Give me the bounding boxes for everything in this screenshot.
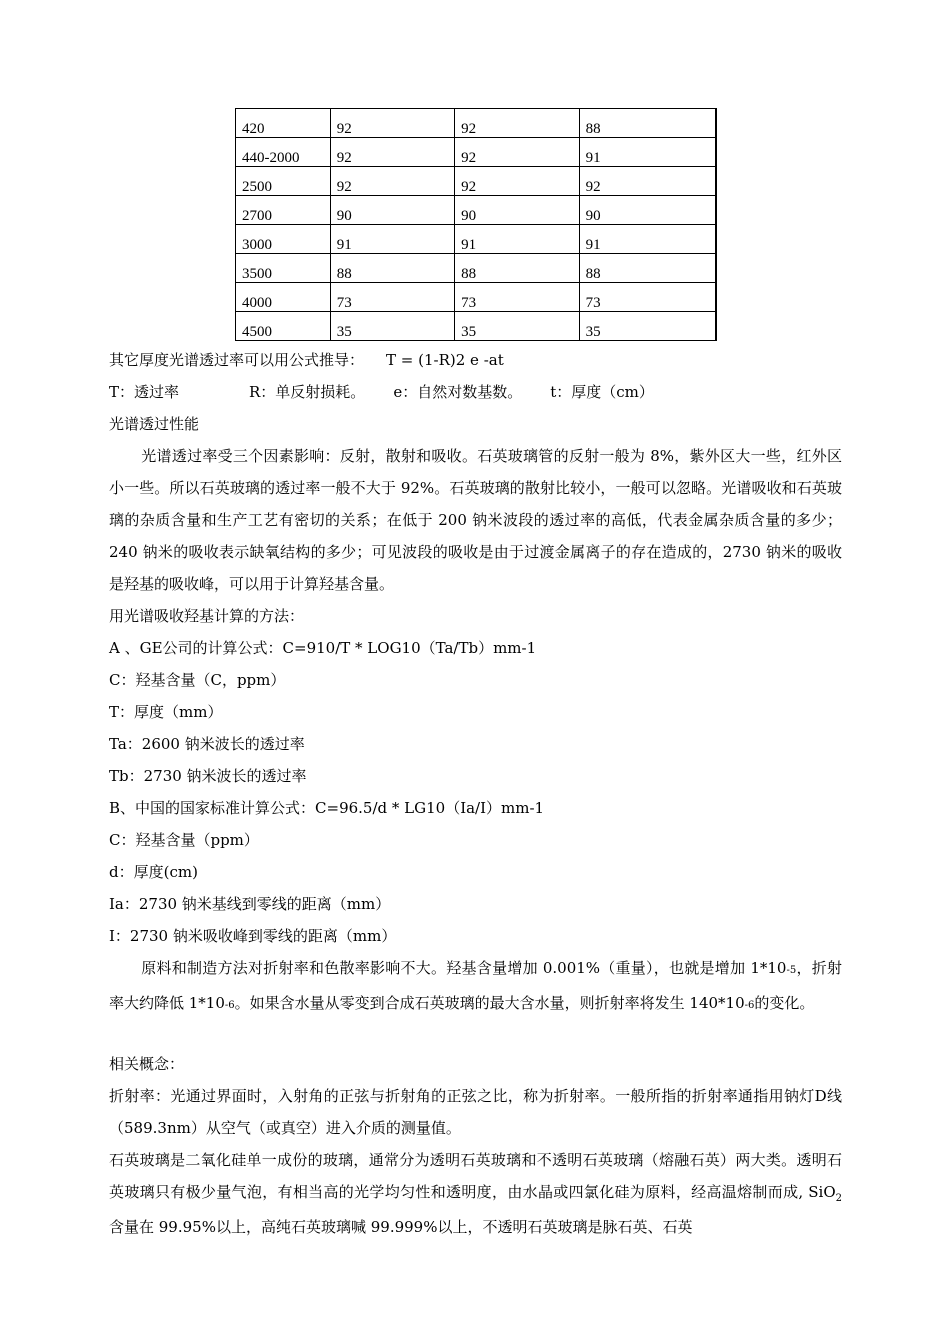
table-row <box>236 109 717 138</box>
table-cell: 4000 <box>236 283 331 312</box>
line-ia: Ia：2730 钠米基线到零线的距离（mm） <box>109 895 391 913</box>
line-gb-formula: B、中国的国家标准计算公式：C=96.5/d * LG10（Ia/I）mm-1 <box>109 799 545 817</box>
table-cell: 35 <box>579 312 716 341</box>
table-cell: 88 <box>579 254 716 283</box>
line-ge-formula: A 、GE公司的计算公式：C=910/T * LOG10（Ta/Tb）mm-1 <box>109 639 537 657</box>
table-cell: 90 <box>330 196 454 225</box>
table-cell: 92 <box>330 167 454 196</box>
table-cell: 91 <box>579 138 716 167</box>
table-cell: 92 <box>330 109 454 138</box>
table-cell: 4500 <box>236 312 331 341</box>
line-t: T：厚度（mm） <box>109 703 223 721</box>
line-d: d：厚度(cm) <box>109 863 198 881</box>
table-cell: 35 <box>330 312 454 341</box>
table-row <box>236 225 717 254</box>
var-thickness: t：厚度（cm） <box>550 383 654 401</box>
var-e: e：自然对数基数。 <box>393 383 523 401</box>
table-cell: 92 <box>455 109 579 138</box>
heading-concepts: 相关概念： <box>109 1055 185 1073</box>
paragraph-spectral-text: 光谱透过率受三个因素影响：反射，散射和吸收。石英玻璃管的反射一般为 8%，紫外区大一些，红外区小一些。所以石英玻璃的透过率一般不大于 92%。石英玻璃的散射比较小，一般可以忽略。光谱吸收和石英玻璃的杂质含量和生产工艺有密切的关系；在低于 200 钠米波段的透过率的高低，代表金属杂质含量的多少；240 钠米的吸收表示缺氧结构的多少；可见波段的吸收是由于过渡金属离子的存在造成的，2730 钠米的吸收是羟基的吸收峰，可以用于计算羟基含量。 <box>109 447 842 593</box>
table-cell: 91 <box>330 225 454 254</box>
table-cell: 2500 <box>236 167 331 196</box>
table-cell: 440-2000 <box>236 138 331 167</box>
table-cell: 88 <box>330 254 454 283</box>
transmittance-table <box>235 108 717 341</box>
line-ta: Ta：2600 钠米波长的透过率 <box>109 735 305 753</box>
table-cell: 73 <box>455 283 579 312</box>
table-row <box>236 312 717 341</box>
line-tb: Tb：2730 钠米波长的透过率 <box>109 767 307 785</box>
table-cell: 92 <box>455 167 579 196</box>
paragraph-refractive-index: 折射率：光通过界面时，入射角的正弦与折射角的正弦之比，称为折射率。一般所指的折射率通指用钠灯D线（589.3nm）从空气（或真空）进入介质的测量值。 <box>109 1087 842 1137</box>
var-reflection: R：单反射损耗。 <box>249 383 366 401</box>
paragraph-quartz-glass: 石英玻璃是二氧化硅单一成份的玻璃，通常分为透明石英玻璃和不透明石英玻璃（熔融石英）两大类。透明石英玻璃只有极少量气泡，有相当高的光学均匀性和透明度，由水晶或四氯化硅为原料，经高温熔制而成, SiO$_2$ 含量在 99.95%以上，高纯石英玻璃喊 99.999%以上，不透明石英玻璃是脉石英、石英 <box>109 1151 842 1236</box>
heading-spectral: 光谱透过性能 <box>109 415 200 433</box>
line-c1: C：羟基含量（C，ppm） <box>109 671 286 689</box>
table-cell: 90 <box>455 196 579 225</box>
formula-line <box>109 350 504 370</box>
table-row <box>236 196 717 225</box>
table-cell: 88 <box>579 109 716 138</box>
table-row <box>236 138 717 167</box>
table-cell: 92 <box>330 138 454 167</box>
table-cell: 91 <box>455 225 579 254</box>
formula: T = (1-R)2 e -at <box>386 351 504 369</box>
table-cell: 90 <box>579 196 716 225</box>
var-transmittance: T：透过率 <box>109 383 180 401</box>
table-cell: 92 <box>455 138 579 167</box>
line-i: I：2730 钠米吸收峰到零线的距离（mm） <box>109 927 397 945</box>
table-cell: 92 <box>579 167 716 196</box>
table-cell: 3000 <box>236 225 331 254</box>
table-cell: 88 <box>455 254 579 283</box>
table-cell: 3500 <box>236 254 331 283</box>
table-cell: 420 <box>236 109 331 138</box>
table-row <box>236 283 717 312</box>
line-c2: C：羟基含量（ppm） <box>109 831 259 849</box>
table-cell: 73 <box>330 283 454 312</box>
formula-intro: 其它厚度光谱透过率可以用公式推导： <box>109 351 365 369</box>
table-cell: 73 <box>579 283 716 312</box>
table-row <box>236 167 717 196</box>
table-cell: 91 <box>579 225 716 254</box>
variable-definitions <box>109 382 654 402</box>
table-row <box>236 254 717 283</box>
paragraph-spectral <box>109 440 842 600</box>
paragraph-refraction: 原料和制造方法对折射率和色散率影响不大。羟基含量增加 0.001%（重量），也就是增加 1*10-5，折射率大约降低 1*10-6。如果含水量从零变到合成石英玻璃的最大含水量，则折射率将发生 140*10-6的变化。 <box>109 959 842 1012</box>
heading-hydroxyl: 用光谱吸收羟基计算的方法： <box>109 607 305 625</box>
table-cell: 2700 <box>236 196 331 225</box>
table-cell: 35 <box>455 312 579 341</box>
